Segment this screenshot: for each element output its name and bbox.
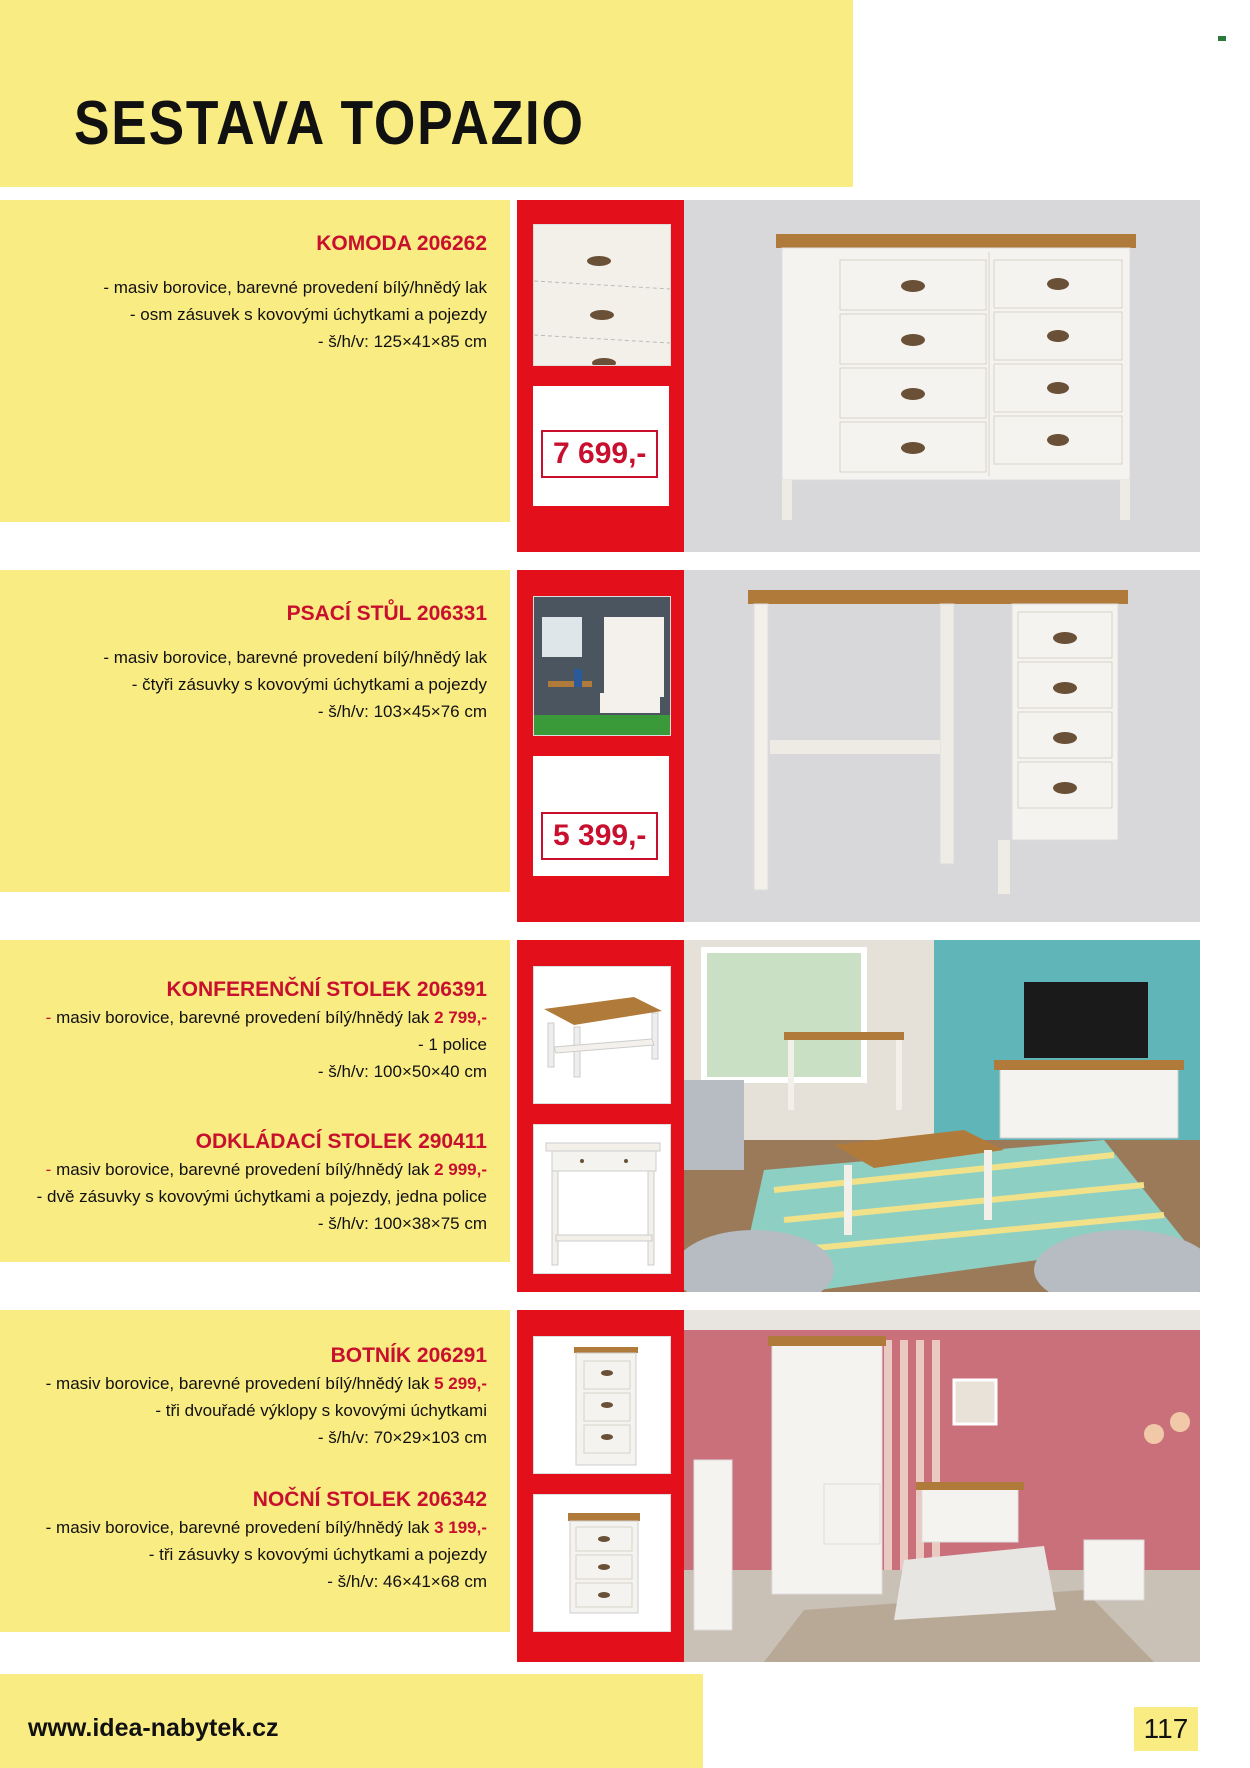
- price-tag: 7 699,-: [541, 430, 658, 478]
- product-line: [46, 1370, 487, 1397]
- price-inline: 5 299,-: [434, 1374, 487, 1393]
- botnik-thumb-image: [533, 1336, 671, 1474]
- product-name: ODKLÁDACÍ STOLEK 290411: [195, 1130, 487, 1153]
- product-botnik-text: [46, 1344, 487, 1451]
- nocni-thumb-image: [533, 1494, 671, 1632]
- konferencni-thumb-image: [533, 966, 671, 1104]
- product-name: BOTNÍK 206291: [330, 1344, 487, 1367]
- product-line: - š/h/v: 125×41×85 cm: [317, 332, 487, 351]
- product-line: - š/h/v: 70×29×103 cm: [317, 1428, 487, 1447]
- drawer-handles-icon: [534, 225, 670, 365]
- page-title: SESTAVA TOPAZIO: [74, 89, 585, 158]
- product-konferencni-text: [46, 978, 487, 1085]
- website-link[interactable]: www.idea-nabytek.cz: [28, 1714, 279, 1742]
- product-line: - masiv borovice, barevné provedení bílý/hnědý lak: [103, 278, 487, 297]
- product-stul-text: [103, 602, 487, 725]
- product-line: - osm zásuvek s kovovými úchytkami a pojezdy: [129, 305, 487, 324]
- bullet-dash: -: [45, 1008, 57, 1027]
- page-number: 117: [1134, 1707, 1198, 1751]
- product-line: - š/h/v: 46×41×68 cm: [327, 1572, 487, 1591]
- product-komoda-text: [103, 232, 487, 355]
- product-line: - dvě zásuvky s kovovými úchytkami a pojezdy, jedna police: [36, 1187, 487, 1206]
- odkladaci-thumb-image: [533, 1124, 671, 1274]
- bullet-dash: -: [45, 1160, 57, 1179]
- price-tag: 5 399,-: [541, 812, 658, 860]
- product-line: - masiv borovice, barevné provedení bílý/hnědý lak: [103, 648, 487, 667]
- stul-room-image: [533, 596, 671, 736]
- product-name: NOČNÍ STOLEK 206342: [252, 1488, 487, 1511]
- product-line-text: masiv borovice, barevné provedení bílý/hnědý lak: [56, 1008, 430, 1027]
- product-name: KONFERENČNÍ STOLEK 206391: [166, 978, 487, 1001]
- stul-photo: [684, 570, 1200, 922]
- product-line-text: masiv borovice, barevné provedení bílý/hnědý lak: [56, 1160, 430, 1179]
- bedroom-photo: [684, 1310, 1200, 1662]
- product-line: - š/h/v: 103×45×76 cm: [317, 702, 487, 721]
- product-odkladaci-text: [37, 1130, 487, 1237]
- product-line: - š/h/v: 100×38×75 cm: [317, 1214, 487, 1233]
- product-line: - čtyři zásuvky s kovovými úchytkami a pojezdy: [131, 675, 487, 694]
- price-inline: 2 999,-: [434, 1160, 487, 1179]
- product-line: - tři dvouřadé výklopy s kovovými úchytkami: [155, 1401, 487, 1420]
- komoda-photo: [684, 200, 1200, 552]
- product-line: [37, 1156, 487, 1183]
- corner-mark: [1218, 36, 1226, 41]
- komoda-detail-image: [533, 224, 671, 366]
- price-inline: 2 799,-: [434, 1008, 487, 1027]
- product-line: - tři zásuvky s kovovými úchytkami a pojezdy: [148, 1545, 487, 1564]
- product-name: KOMODA 206262: [316, 232, 487, 255]
- product-line: [46, 1514, 487, 1541]
- living-room-photo: [684, 940, 1200, 1292]
- product-line: - š/h/v: 100×50×40 cm: [317, 1062, 487, 1081]
- product-line-text: - masiv borovice, barevné provedení bílý/hnědý lak: [45, 1518, 430, 1537]
- price-inline: 3 199,-: [434, 1518, 487, 1537]
- product-line: [46, 1004, 487, 1031]
- product-nocni-text: [46, 1488, 487, 1595]
- product-line-text: - masiv borovice, barevné provedení bílý/hnědý lak: [45, 1374, 430, 1393]
- product-name: PSACÍ STŮL 206331: [286, 602, 487, 625]
- product-line: - 1 police: [418, 1035, 487, 1054]
